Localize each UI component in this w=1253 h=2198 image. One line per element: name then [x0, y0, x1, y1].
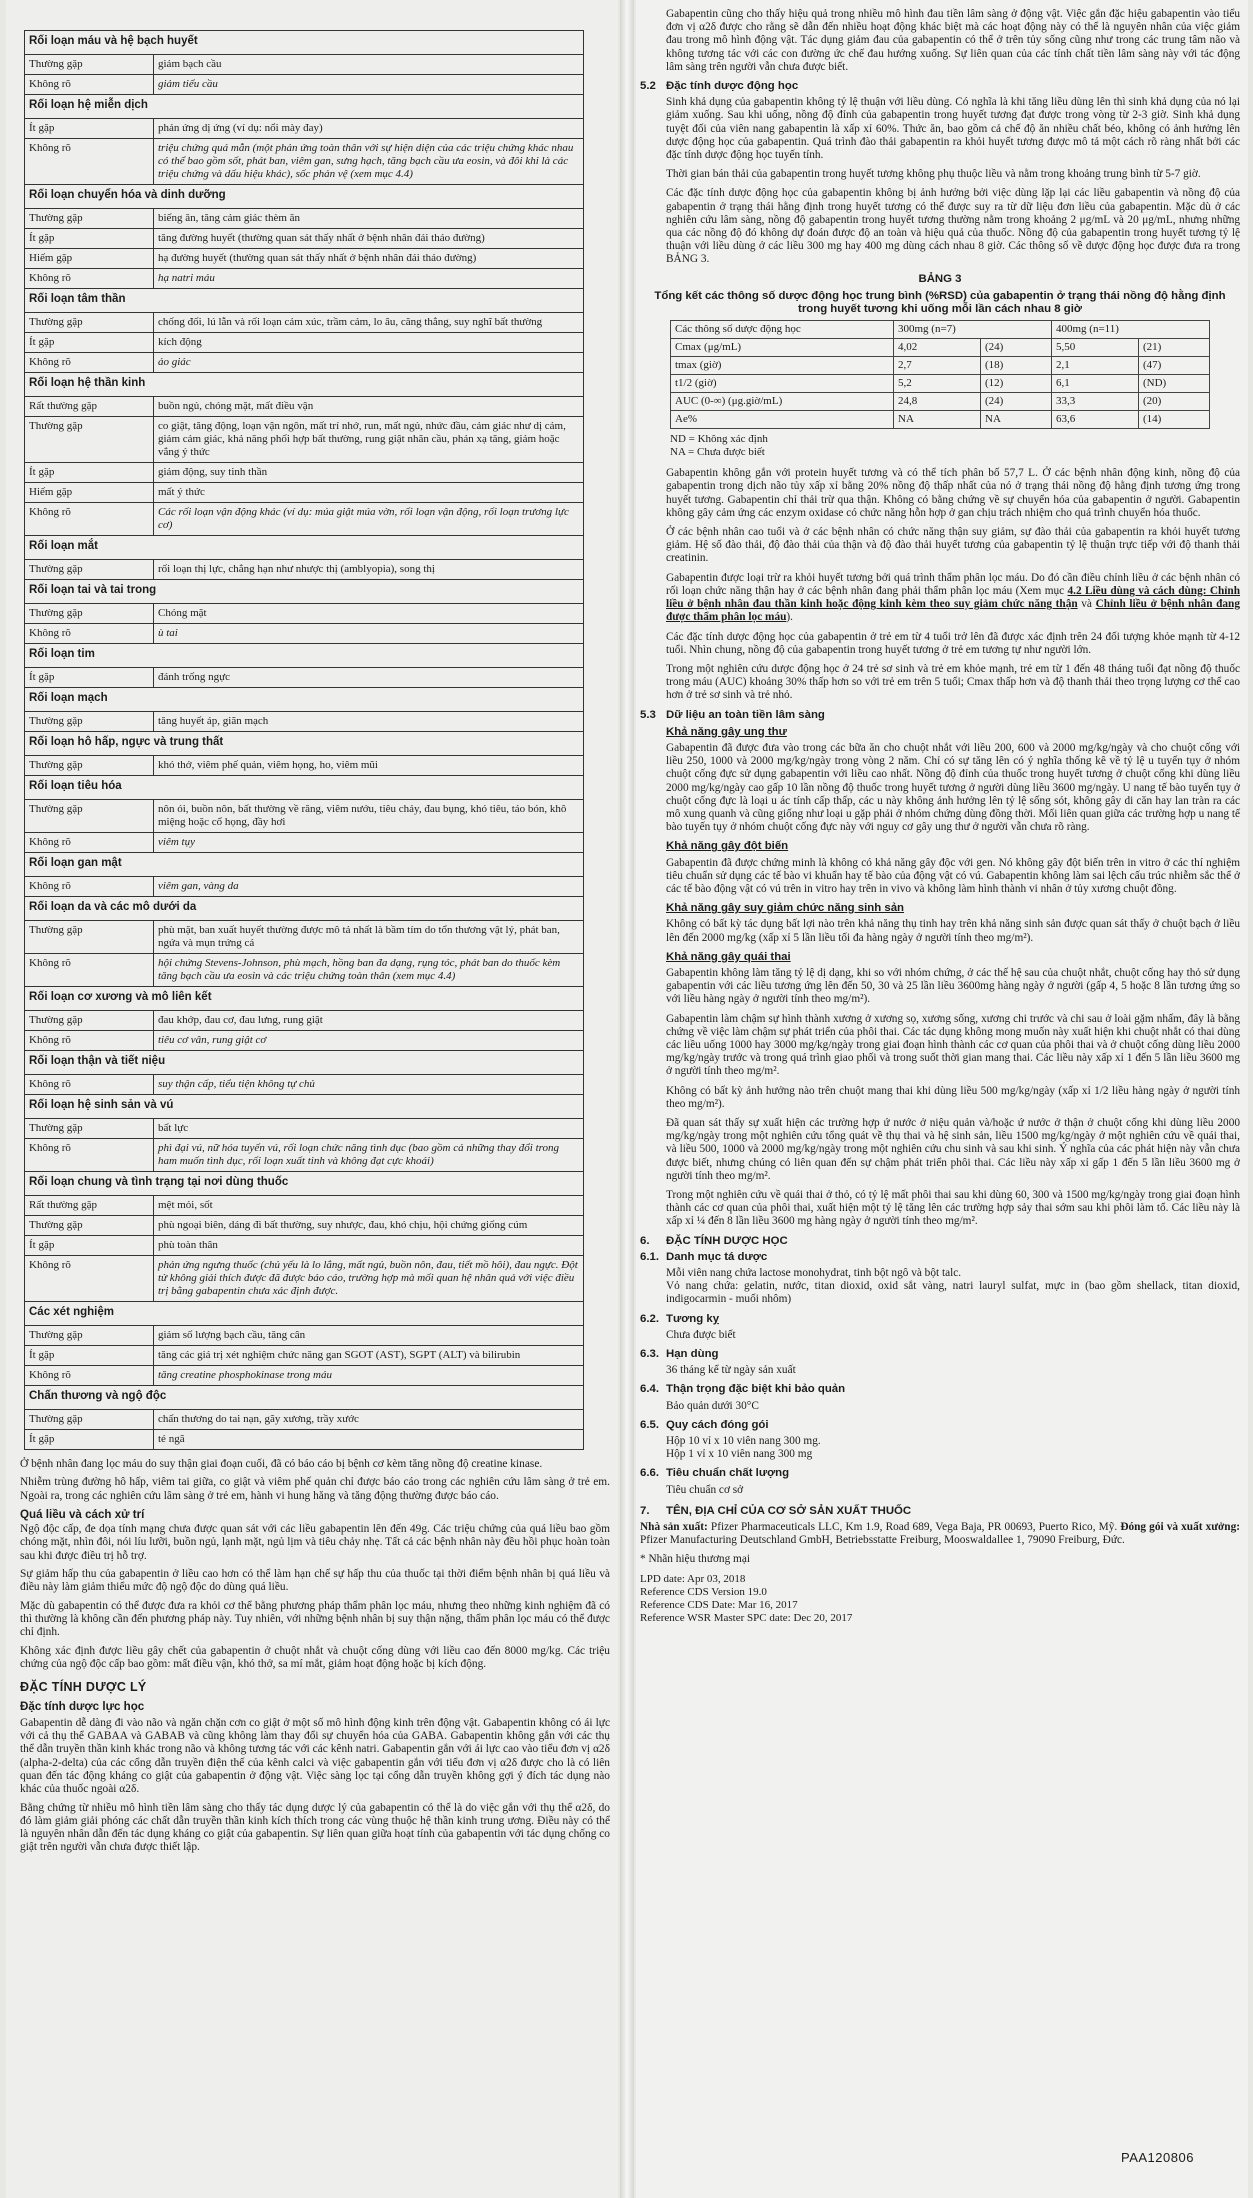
adverse-reactions-table	[24, 30, 584, 1450]
text-line: Mỗi viên nang chứa lactose monohydrat, tinh bột ngô và bột talc.	[666, 1267, 962, 1280]
effect-cell: tăng creatine phosphokinase trong máu	[154, 1366, 584, 1386]
table-cell: NA	[894, 411, 981, 429]
table-row	[25, 604, 584, 624]
text-run: Pfizer Manufacturing Deutschland GmbH, Betriebsstatte Freiburg, Mooswaldallee 1, 79090 Freiburg, Đức.	[640, 1534, 1125, 1547]
effect-cell: giảm bạch cầu	[154, 55, 584, 75]
section-number: 6.3.	[640, 1348, 659, 1361]
table-cell: 5,50	[1052, 339, 1139, 357]
paragraph: Trong một nghiên cứu dược động học ở 24 trẻ sơ sinh và trẻ em khỏe mạnh, trẻ em từ 1 đến 48 tháng tuổi đạt nồng độ thuốc trong máu (AUC) khoảng 30% thấp hơn so với trẻ em trên 5 tuổi; Cmax thấp hơn và độ thanh thải theo trọng lượng cơ thể cao hơn ở trẻ sơ sinh và trẻ nhỏ.	[666, 662, 1240, 702]
frequency-cell: Thường gặp	[25, 55, 154, 75]
meta-line: Reference WSR Master SPC date: Dec 20, 2017	[640, 1611, 853, 1624]
paragraph: Không có bất kỳ ảnh hưởng nào trên chuột mang thai khi dùng liều 500 mg/kg/ngày (xấp xỉ 1/2 liều hàng ngày ở người tính theo mg/m²).	[666, 1084, 1240, 1110]
frequency-cell: Thường gặp	[25, 604, 154, 624]
meta-line: Reference CDS Date: Mar 16, 2017	[640, 1598, 798, 1611]
table-row	[25, 1366, 584, 1386]
section-title: Tiêu chuẩn chất lượng	[666, 1467, 790, 1480]
category-cell: Rối loạn hệ thần kinh	[25, 373, 584, 397]
effect-cell: giảm động, suy tinh thần	[154, 463, 584, 483]
table-cell: tmax (giờ)	[671, 357, 894, 375]
frequency-cell: Thường gặp	[25, 921, 154, 954]
table-row	[25, 397, 584, 417]
paragraph	[666, 572, 1240, 625]
table-row	[25, 800, 584, 833]
frequency-cell: Ít gặp	[25, 1430, 154, 1450]
table-row	[25, 503, 584, 536]
frequency-cell: Thường gặp	[25, 800, 154, 833]
paragraph: Vỏ nang chứa: gelatin, nước, titan dioxid, oxid sắt vàng, natri lauryl sulfat, mực in (bao gồm shellack, titan dioxid, indigocarmin - muối nhôm)	[666, 1280, 1240, 1306]
frequency-cell: Không rõ	[25, 139, 154, 185]
table-cell: 6,1	[1052, 375, 1139, 393]
section-number: 6.1.	[640, 1250, 659, 1263]
effect-cell: mệt mỏi, sốt	[154, 1196, 584, 1216]
paragraph: Tiêu chuẩn cơ sở	[666, 1483, 744, 1496]
subsection-heading: Khả năng gây ung thư	[666, 725, 787, 738]
table-row	[25, 877, 584, 897]
category-row	[25, 644, 584, 668]
table-row	[671, 339, 1210, 357]
table-row	[25, 313, 584, 333]
table-cell: 4,02	[894, 339, 981, 357]
table-row	[25, 75, 584, 95]
label: Đóng gói và xuất xưởng:	[1120, 1521, 1241, 1534]
effect-cell: Các rối loạn vận động khác (ví dụ: múa giật múa vờn, rối loạn vận động, rối loạn trương lực cơ)	[154, 503, 584, 536]
category-cell: Rối loạn tâm thần	[25, 289, 584, 313]
category-row	[25, 732, 584, 756]
effect-cell: tăng các giá trị xét nghiệm chức năng gan SGOT (AST), SGPT (ALT) và bilirubin	[154, 1346, 584, 1366]
category-cell: Rối loạn cơ xương và mô liên kết	[25, 987, 584, 1011]
category-row	[25, 185, 584, 209]
table-row	[25, 119, 584, 139]
category-row	[25, 536, 584, 560]
manufacturer-line	[640, 1521, 1240, 1547]
table-row	[25, 483, 584, 503]
category-row	[25, 95, 584, 119]
table-row	[25, 417, 584, 463]
table-cell: (20)	[1139, 393, 1210, 411]
text-run: và	[1077, 598, 1096, 611]
table-row	[25, 229, 584, 249]
frequency-cell: Không rõ	[25, 269, 154, 289]
section-number: 6.5.	[640, 1418, 659, 1431]
table-row	[25, 209, 584, 229]
category-cell: Rối loạn tim	[25, 644, 584, 668]
effect-cell: hội chứng Stevens-Johnson, phù mạch, hồng ban đa dạng, rụng tóc, phát ban do thuốc kèm tăng bạch cầu ưa eosin và các triệu chứng toàn thân (xem mục 4.4)	[154, 954, 584, 987]
category-cell: Rối loạn tai và tai trong	[25, 580, 584, 604]
paragraph: Mặc dù gabapentin có thể được đưa ra khỏi cơ thể bằng phương pháp thẩm phân lọc máu, nhưng theo những kinh nghiệm đã có thì thường là không cần đến phương pháp này. Tuy nhiên, với những bệnh nhân bị suy thận nặng, thẩm phân lọc máu có thể được chỉ định.	[20, 1599, 610, 1639]
section-5-2	[640, 80, 1240, 93]
section-6-6	[640, 1467, 1240, 1480]
effect-cell: chấn thương do tai nạn, gãy xương, trầy xước	[154, 1410, 584, 1430]
pk-parameters-table	[670, 320, 1210, 429]
table-row	[25, 353, 584, 373]
section-title: Dữ liệu an toàn tiền lâm sàng	[666, 708, 825, 721]
table-cell: (14)	[1139, 411, 1210, 429]
frequency-cell: Thường gặp	[25, 209, 154, 229]
category-cell: Chấn thương và ngộ độc	[25, 1386, 584, 1410]
table-row	[25, 560, 584, 580]
frequency-cell: Không rõ	[25, 954, 154, 987]
section-7	[640, 1505, 1240, 1518]
category-cell: Rối loạn da và các mô dưới da	[25, 897, 584, 921]
paragraph: Các đặc tính dược động học của gabapentin không bị ảnh hưởng bởi việc dùng lặp lại các liều gabapentin và nồng độ của gabapentin ở trạng thái hằng định trong huyết tương có thể được suy ra từ dữ liệu đơn liều của gabapentin. Mặc dù ở các nghiên cứu lâm sàng, nồng độ gabapentin trong huyết tương thường nằm trong khoảng 2 μg/mL và 20 μg/mL, nhưng những qua các nồng độ đó không dự đoán được độ an toàn và hiệu quả của thuốc. Nồng độ của gabapentin trong huyết tương tỷ lệ thuận với liều dùng ở các liều 300 mg hay 400 mg dùng cách nhau 8 giờ. Các thông số về dược động học được đưa ra trong BẢNG 3.	[666, 187, 1240, 266]
category-cell: Rối loạn hệ miễn dịch	[25, 95, 584, 119]
paragraph: Gabapentin không làm tăng tỷ lệ dị dạng, khi so với nhóm chứng, ở các thế hệ sau của chuột nhắt, chuột cống hay thỏ sử dụng gabapentin với các liều tương ứng lên đến 50, 30 và 25 lần liều 3600mg hàng ngày ở người (gấp 4, 5 hoặc 8 lần tương ứng so với liều hàng ngày ở người tính theo mg/m²).	[666, 966, 1240, 1006]
effect-cell: tiêu cơ vân, rung giật cơ	[154, 1031, 584, 1051]
paragraph: Bằng chứng từ nhiều mô hình tiền lâm sàng cho thấy tác dụng dược lý của gabapentin có thể là do việc gắn với thụ thể α2δ, do đó làm giảm giải phóng các chất dẫn truyền thần kinh kích thích trong các vùng thuộc hệ thần kinh trung ương. Điều này có thể là nguyên nhân dẫn đến tác dụng kháng co giật của gabapentin. Sự liên quan giữa hoạt tính của gabapentin với tác dụng chống co giật trên người vẫn chưa được thiết lập.	[20, 1801, 610, 1854]
frequency-cell: Thường gặp	[25, 1410, 154, 1430]
frequency-cell: Thường gặp	[25, 417, 154, 463]
frequency-cell: Ít gặp	[25, 1236, 154, 1256]
table-cell: 2,1	[1052, 357, 1139, 375]
table-row	[25, 139, 584, 185]
subsection-heading: Khả năng gây đột biến	[666, 840, 789, 853]
left-page	[6, 0, 618, 2198]
category-row	[25, 1095, 584, 1119]
frequency-cell: Ít gặp	[25, 668, 154, 688]
table-row	[25, 1216, 584, 1236]
table-header-cell: 400mg (n=11)	[1052, 321, 1210, 339]
category-cell: Rối loạn mắt	[25, 536, 584, 560]
text-run: ).	[786, 611, 793, 624]
section-5-3	[640, 709, 1240, 722]
frequency-cell: Ít gặp	[25, 1346, 154, 1366]
paragraph: Ở bệnh nhân đang lọc máu do suy thận giai đoạn cuối, đã có báo cáo bị bệnh cơ kèm tăng nồng độ creatine kinase.	[20, 1458, 543, 1470]
table-cell: 2,7	[894, 357, 981, 375]
effect-cell: triệu chứng quá mẫn (một phản ứng toàn thân với sự hiện diện của các triệu chứng khác nhau có thể bao gồm sốt, phát ban, viêm gan, sưng hạch, tăng bạch cầu ưa eosin, và đôi khi là các triệu chứng và dấu hiệu khác), sốc phản vệ (xem mục 4.4)	[154, 139, 584, 185]
section-title: Danh mục tá dược	[666, 1250, 768, 1263]
paragraph: Thời gian bán thải của gabapentin trong huyết tương không phụ thuộc liều và nằm trong khoảng trung bình từ 5-7 giờ.	[666, 168, 1201, 181]
effect-cell: buồn ngủ, chóng mặt, mất điều vận	[154, 397, 584, 417]
frequency-cell: Ít gặp	[25, 463, 154, 483]
paragraph: Trong một nghiên cứu về quái thai ở thỏ, có tỷ lệ mất phôi thai sau khi dùng 60, 300 và 1500 mg/kg/ngày trong giai đoạn hình thành các cơ quan của phôi thai, xuất hiện một tỷ lệ tăng lên các trường hợp sảy thai sớm sau khi phôi làm tổ. Các liều này là xấp xỉ ¼ đến 8 lần liều 3600 mg hàng ngày ở người tính theo mg/m².	[666, 1189, 1240, 1228]
meta-line: LPD date: Apr 03, 2018	[640, 1572, 746, 1585]
table-cell: (21)	[1139, 339, 1210, 357]
table-row	[25, 1031, 584, 1051]
effect-cell: biếng ăn, tăng cảm giác thèm ăn	[154, 209, 584, 229]
category-row	[25, 373, 584, 397]
frequency-cell: Không rõ	[25, 353, 154, 373]
table-cell: NA	[981, 411, 1052, 429]
trademark-note: * Nhãn hiệu thương mại	[640, 1553, 750, 1566]
effect-cell: hạ đường huyết (thường quan sát thấy nhất ở bệnh nhân đái tháo đường)	[154, 249, 584, 269]
frequency-cell: Ít gặp	[25, 229, 154, 249]
frequency-cell: Thường gặp	[25, 1011, 154, 1031]
frequency-cell: Ít gặp	[25, 333, 154, 353]
table-row	[25, 1139, 584, 1172]
frequency-cell: Không rõ	[25, 877, 154, 897]
category-cell: Rối loạn chuyển hóa và dinh dưỡng	[25, 185, 584, 209]
category-cell: Rối loạn thận và tiết niệu	[25, 1051, 584, 1075]
category-cell: Rối loạn máu và hệ bạch huyết	[25, 31, 584, 55]
section-number: 6.	[640, 1234, 650, 1247]
section-title: Tương kỵ	[666, 1312, 720, 1325]
table-cell: Ae%	[671, 411, 894, 429]
table-row	[25, 1410, 584, 1430]
paragraph: Gabapentin đã được đưa vào trong các bữa ăn cho chuột nhắt với liều 200, 600 và 2000 mg/kg/ngày và cho chuột cống với liều 250, 1000 và 2000 mg/kg/ngày trong vòng 2 năm. Chỉ có sự tăng lên có ý nghĩa thống kê về tỷ lệ u tuyến tụy ở nhóm chuột cống đực sử dụng gabapentin với liều cao nhất. Nồng độ đỉnh của thuốc trong huyết tương ở chuột cống khi dùng liều 2000 mg/kg/ngày cao gấp 10 lần nồng độ thuốc trong huyết tương ở người dùng liều 3600 mg/ngày. U nang tế bào tuyến tụy ở chuột cống đực là loại u ác tính cấp thấp, các u này không ảnh hưởng lên tỷ lệ sống sót, không gây di căn hay lan tràn ra các mô xung quanh và cũng giống như loại u gặp phải ở nhóm chứng dùng đồng thời. Mối liên quan giữa các trường hợp u nang tế bào tuyến tụy ở nhóm chuột cống đực này với nguy cơ gây ung thư ở người vẫn chưa rõ ràng.	[666, 741, 1240, 834]
effect-cell: co giật, tăng động, loạn vận ngôn, mất trí nhớ, run, mất ngủ, nhức đầu, cảm giác như dị cảm, giảm cảm giác, khả năng phối hợp bất thường, rung giật nhãn cầu, phản xạ tăng, giảm hoặc vắng ý thức	[154, 417, 584, 463]
paragraph: Các đặc tính dược động học của gabapentin ở trẻ em từ 4 tuổi trở lên đã được xác định trên 24 đối tượng khỏe mạnh từ 4-12 tuổi. Nhìn chung, nồng độ của gabapentin trong huyết tương ở trẻ em tương tự như người lớn.	[666, 630, 1240, 656]
table-row	[25, 954, 584, 987]
effect-cell: tăng huyết áp, giãn mạch	[154, 712, 584, 732]
frequency-cell: Không rõ	[25, 1139, 154, 1172]
table-row	[25, 333, 584, 353]
table-row	[25, 55, 584, 75]
frequency-cell: Không rõ	[25, 624, 154, 644]
effect-cell: kích động	[154, 333, 584, 353]
section-6	[640, 1235, 1240, 1248]
effect-cell: chống đối, lú lẫn và rối loạn cảm xúc, trầm cảm, lo âu, căng thẳng, suy nghĩ bất thường	[154, 313, 584, 333]
section-title: TÊN, ĐỊA CHỈ CỦA CƠ SỞ SẢN XUẤT THUỐC	[666, 1504, 912, 1517]
section-number: 5.2	[640, 80, 656, 93]
paragraph: Ngộ độc cấp, đe dọa tính mạng chưa được quan sát với các liều gabapentin lên đến 49g. Các triệu chứng của quá liều bao gồm chóng mặt, nhìn đôi, nói líu lưỡi, buồn ngủ, lạnh mặt, ngủ lịm và tiêu chảy nhẹ. Tất cả các bệnh nhân này đều hồi phục hoàn toàn sau khi được điều trị hỗ trợ.	[20, 1523, 610, 1562]
table-cell: AUC (0-∞) (μg.giờ/mL)	[671, 393, 894, 411]
effect-cell: khó thở, viêm phế quản, viêm họng, ho, viêm mũi	[154, 756, 584, 776]
frequency-cell: Thường gặp	[25, 1326, 154, 1346]
effect-cell: phù mặt, ban xuất huyết thường được mô tả nhất là bầm tím do tổn thương vật lý, phát ban, ngứa và mụn trứng cá	[154, 921, 584, 954]
table-cell: t1/2 (giờ)	[671, 375, 894, 393]
table-row	[25, 249, 584, 269]
table-title: Tổng kết các thông số dược động học trung bình (%RSD) của gabapentin ở trạng thái nồng độ hằng định trong huyết tương khi uống mỗi lần cách nhau 8 giờ	[654, 289, 1226, 316]
category-row	[25, 1302, 584, 1326]
text-run: Pfizer Pharmaceuticals LLC, Km 1.9, Road 689, Vega Baja, PR 00693, Puerto Rico, Mỹ.	[707, 1521, 1118, 1534]
table-cell: (ND)	[1139, 375, 1210, 393]
paragraph: Nhiễm trùng đường hô hấp, viêm tai giữa, co giật và viêm phế quản chỉ được báo cáo trong các nghiên cứu lâm sàng ở trẻ em. Ngoài ra, trong các nghiên cứu lâm sàng ở trẻ em, hành vi hung hăng và tăng động thường được báo cáo.	[20, 1476, 610, 1502]
table-cell: 63,6	[1052, 411, 1139, 429]
section-number: 6.2.	[640, 1312, 659, 1325]
effect-cell: té ngã	[154, 1430, 584, 1450]
category-cell: Rối loạn hệ sinh sản và vú	[25, 1095, 584, 1119]
frequency-cell: Thường gặp	[25, 313, 154, 333]
section-6-3	[640, 1348, 1240, 1361]
effect-cell: phản ứng ngưng thuốc (chủ yếu là lo lắng, mất ngủ, buồn nôn, đau, tiết mồ hôi), đau ngực. Đột tử không giải thích được đã được báo cáo, trường hợp mà mối quan hệ nhân quả với việc điều trị bằng gabapentin chưa xác định được.	[154, 1256, 584, 1302]
effect-cell: giảm số lượng bạch cầu, tăng cân	[154, 1326, 584, 1346]
paragraph: Sự giảm hấp thu của gabapentin ở liều cao hơn có thể làm hạn chế sự hấp thu của thuốc tại thời điểm bệnh nhân bị quá liều và điều này làm giảm thiểu mức độ ngộ độc do dùng quá liều.	[20, 1568, 610, 1594]
table-cell: (12)	[981, 375, 1052, 393]
category-row	[25, 688, 584, 712]
effect-cell: bất lực	[154, 1119, 584, 1139]
effect-cell: hạ natri máu	[154, 269, 584, 289]
section-title: Đặc tính dược động học	[666, 80, 799, 93]
legend-line: ND = Không xác định	[670, 433, 768, 446]
subsection-heading: Khả năng gây quái thai	[666, 950, 791, 963]
cross-reference: Chỉnh liều ở bệnh nhân đang được thẩm phân lọc máu	[666, 598, 1240, 624]
effect-cell: mất ý thức	[154, 483, 584, 503]
paragraph: Hộp 1 vỉ x 10 viên nang 300 mg	[666, 1448, 813, 1461]
frequency-cell: Thường gặp	[25, 756, 154, 776]
table-row	[25, 1236, 584, 1256]
frequency-cell: Không rõ	[25, 75, 154, 95]
effect-cell: phù toàn thân	[154, 1236, 584, 1256]
effect-cell: Chóng mặt	[154, 604, 584, 624]
section-6-2	[640, 1313, 1240, 1326]
overdose-heading: Quá liều và cách xử trí	[20, 1507, 145, 1521]
table-row	[25, 1011, 584, 1031]
paragraph: Ở các bệnh nhân cao tuổi và ở các bệnh nhân có chức năng thận suy giảm, sự đào thải của gabapentin ra khỏi huyết tương giảm. Hệ số đào thải, độ đào thải của thận và độ đào thải huyết tương của gabapentin tỷ lệ thuận trực tiếp với độ thanh thải creatinin.	[666, 526, 1240, 565]
document-code: PAA120806	[1121, 2150, 1194, 2165]
effect-cell: ảo giác	[154, 353, 584, 373]
section-6-5	[640, 1419, 1240, 1432]
paragraph: Gabapentin cũng cho thấy hiệu quả trong nhiều mô hình đau tiền lâm sàng ở động vật. Việc gắn đặc hiệu gabapentin vào tiểu đơn vị α2δ được cho rằng sẽ dẫn đến nhiều hoạt động khác biệt mà các hoạt động này có thể là nguyên nhân của việc giảm đau trong mô hình động vật. Tác dụng giảm đau của gabapentin có thể ở trên tủy sống cũng như trong các trung tâm não và không tương tác với các con đường ức chế đau hướng xuống. Sự liên quan của các tính chất tiền lâm sàng này với tác động lâm sàng trên người vẫn chưa được biết.	[666, 8, 1240, 73]
table-row	[25, 1430, 584, 1450]
table-cell: (24)	[981, 339, 1052, 357]
table-row	[671, 393, 1210, 411]
category-row	[25, 897, 584, 921]
frequency-cell: Thường gặp	[25, 1119, 154, 1139]
page-fold	[620, 0, 634, 2198]
section-title: Hạn dùng	[666, 1348, 719, 1361]
category-row	[25, 580, 584, 604]
table-cell: (24)	[981, 393, 1052, 411]
table-cell: 24,8	[894, 393, 981, 411]
table-row	[25, 269, 584, 289]
section-6-1	[640, 1251, 1240, 1264]
table-label: BẢNG 3	[918, 272, 962, 285]
right-page	[636, 0, 1248, 2198]
category-cell: Rối loạn chung và tình trạng tại nơi dùng thuốc	[25, 1172, 584, 1196]
paragraph: Gabapentin không gắn với protein huyết tương và có thể tích phân bố 57,7 L. Ở các bệnh nhân động kinh, nồng độ của gabapentin trong dịch não tủy xấp xỉ bằng 20% nồng độ thấp nhất của nó ở trạng thái nồng độ hằng định tương ứng trong huyết tương. Gabapentin chỉ thải trừ qua thận. Không có bằng chứng về sự chuyển hóa của gabapentin ở người. Gabapentin không gây cảm ứng các enzym oxidase có chức năng hỗn hợp ở gan chịu trách nhiệm cho quá trình chuyển hóa thuốc.	[666, 467, 1240, 519]
table-cell: (47)	[1139, 357, 1210, 375]
table-cell: Cmax (μg/mL)	[671, 339, 894, 357]
frequency-cell: Không rõ	[25, 1256, 154, 1302]
frequency-cell: Rất thường gặp	[25, 397, 154, 417]
left-page-text	[20, 1458, 610, 1860]
section-title: ĐẶC TÍNH DƯỢC HỌC	[666, 1234, 788, 1247]
frequency-cell: Thường gặp	[25, 1216, 154, 1236]
frequency-cell: Không rõ	[25, 833, 154, 853]
table-row	[25, 712, 584, 732]
frequency-cell: Không rõ	[25, 1075, 154, 1095]
paragraph: Không xác định được liều gây chết của gabapentin ở chuột nhắt và chuột cống dùng với liều cao đến 8000 mg/kg. Các triệu chứng của ngộ độc cấp bao gồm: mất điều vận, khó thở, sa mí mắt, giảm hoạt động hoặc bị kích động.	[20, 1644, 610, 1670]
table-row	[25, 1196, 584, 1216]
category-cell: Rối loạn gan mật	[25, 853, 584, 877]
effect-cell: rối loạn thị lực, chẳng hạn như nhược thị (amblyopia), song thị	[154, 560, 584, 580]
paragraph: Gabapentin dễ dàng đi vào não và ngăn chặn cơn co giật ở một số mô hình động kinh trên động vật. Gabapentin không có ái lực với cả thụ thể GABAA và GABAB và cũng không làm thay đổi sự chuyển hóa của GABA. Gabapentin không gắn với các thụ thể dẫn truyền thần kinh khác trong não và không tương tác với các kênh natri. Gabapentin gắn với ái lực cao vào tiểu đơn vị α2δ (alpha-2-delta) của các cổng dẫn truyền điện thế của kênh calci và việc gabapentin gắn với tiểu đơn vị α2δ được cho là có liên quan đến tác động kháng co giật của gabapentin ở động vật. Việc sàng lọc tại cổng dẫn truyền không gợi ý đích tác dụng nào khác của thuốc ngoài α2δ.	[20, 1716, 610, 1796]
label: Nhà sản xuất:	[640, 1521, 708, 1534]
table-header-row	[671, 321, 1210, 339]
effect-cell: nôn ói, buồn nôn, bất thường về răng, viêm nướu, tiêu chảy, đau bụng, khó tiêu, táo bón, khô miệng hoặc cổ họng, đầy hơi	[154, 800, 584, 833]
category-row	[25, 289, 584, 313]
category-cell: Các xét nghiệm	[25, 1302, 584, 1326]
paragraph: Sinh khả dụng của gabapentin không tỷ lệ thuận với liều dùng. Có nghĩa là khi tăng liều dùng lên thì sinh khả dụng của nó lại giảm xuống. Sau khi uống, nồng độ đỉnh của gabapentin trong huyết tương đạt được trong vòng từ 2-3 giờ. Sinh khả dụng tuyệt đối của viên nang gabapentin là xấp xỉ 60%. Thức ăn, bao gồm cả chế độ ăn nhiều chất béo, không có ảnh hưởng lên dược động học của gabapentin. Quá trình đào thải gabapentin ra khỏi huyết tương được mô tả một cách rõ ràng nhất bởi các đặc tính dược động học tuyến tính.	[666, 96, 1240, 162]
paragraph: Gabapentin làm chậm sự hình thành xương ở xương sọ, xương sống, xương chi trước và chi sau ở loài gặm nhấm, đây là bằng chứng về việc làm chậm sự phát triển của phôi thai. Các tác dụng không mong muốn này xuất hiện khi chuột nhắt có thai dùng các liều uống 1000 hay 3000 mg/kg/ngày trong giai đoạn hình thành các cơ quan của phôi thai và ở chuột cống dùng liều 2000 mg/kg/ngày trước và trong quá trình giao phối và trong suốt thời gian mang thai. Các liều này xấp xỉ 1 đến 5 lần liều 3600 mg ở người tính theo mg/m².	[666, 1012, 1240, 1078]
effect-cell: đau khớp, đau cơ, đau lưng, rung giật	[154, 1011, 584, 1031]
table-row	[25, 463, 584, 483]
category-row	[25, 31, 584, 55]
paragraph: Bảo quản dưới 30°C	[666, 1399, 759, 1412]
section-title: Thận trọng đặc biệt khi bảo quản	[666, 1383, 846, 1396]
effect-cell: phản ứng dị ứng (ví dụ: nổi mày đay)	[154, 119, 584, 139]
effect-cell: tăng đường huyết (thường quan sát thấy nhất ở bệnh nhân đái tháo đường)	[154, 229, 584, 249]
table-legend	[670, 433, 1240, 459]
frequency-cell: Thường gặp	[25, 560, 154, 580]
table-row	[25, 1256, 584, 1302]
meta-line: Reference CDS Version 19.0	[640, 1585, 767, 1598]
document-metadata	[640, 1573, 1240, 1625]
table-row	[25, 668, 584, 688]
effect-cell: giảm tiểu cầu	[154, 75, 584, 95]
category-row	[25, 987, 584, 1011]
subsection-heading: Khả năng gây suy giảm chức năng sinh sản	[666, 902, 905, 915]
paragraph: Không có bất kỳ tác dụng bất lợi nào trên khả năng thụ tinh hay trên khả năng sinh sản được quan sát thấy ở chuột bạch ở liều lên đến 2000 mg/kg (xấp xỉ 5 lần liều tối đa hàng ngày ở người tính theo mg/m²).	[666, 918, 1240, 944]
text-line: Hộp 10 vỉ x 10 viên nang 300 mg.	[666, 1435, 821, 1448]
effect-cell: suy thận cấp, tiểu tiện không tự chủ	[154, 1075, 584, 1095]
frequency-cell: Hiếm gặp	[25, 483, 154, 503]
category-cell: Rối loạn hô hấp, ngực và trung thất	[25, 732, 584, 756]
paragraph: 36 tháng kể từ ngày sản xuất	[666, 1364, 796, 1377]
paragraph: Đã quan sát thấy sự xuất hiện các trường hợp ứ nước ở niệu quản và/hoặc ứ nước ở thận ở chuột cống khi dùng liều 2000 mg/kg/ngày trong một nghiên cứu tổng quát về thụ thai và hệ sinh sản, liều 1500 mg/kg/ngày ở một nghiên cứu về quái thai, và liều 500, 1000 và 2000 mg/kg/ngày trong một nghiên cứu chu sinh và sau khi sinh. Ý nghĩa của các phát hiện này vẫn chưa được biết, nhưng chúng có liên quan đến sự chậm phát triển phôi thai. Các liều này xấp xỉ gấp 1 đến 5 lần liều 3600 mg ở người tính theo mg/m².	[666, 1117, 1240, 1182]
section-title: Quy cách đóng gói	[666, 1418, 769, 1431]
category-row	[25, 1386, 584, 1410]
table-row	[25, 1326, 584, 1346]
table-row	[25, 1075, 584, 1095]
effect-cell: ù tai	[154, 624, 584, 644]
table-header-cell: 300mg (n=7)	[894, 321, 1052, 339]
effect-cell: phì đại vú, nữ hóa tuyến vú, rối loạn chức năng tình dục (bao gồm cả những thay đổi trong ham muốn tình dục, rối loạn xuất tinh và không đạt cực khoái)	[154, 1139, 584, 1172]
category-row	[25, 1172, 584, 1196]
table-row	[671, 357, 1210, 375]
paragraph: Gabapentin đã được chứng minh là không có khả năng gây độc với gen. Nó không gây đột biến trên in vitro ở các thí nghiệm tiêu chuẩn sử dụng các tế bào vi khuẩn hay tế bào của động vật có vú. Gabapentin không làm sai lệch cấu trúc nhiễm sắc thể ở các tế bào động vật có vú trên in vitro hay trên in vivo và không làm hình thành vi nhân ở tủy xương chuột đồng.	[666, 856, 1240, 895]
effect-cell: đánh trống ngực	[154, 668, 584, 688]
paragraph: Chưa được biết	[666, 1328, 736, 1341]
table-cell: (18)	[981, 357, 1052, 375]
legend-line: NA = Chưa được biết	[670, 446, 765, 459]
frequency-cell: Hiếm gặp	[25, 249, 154, 269]
table-header-cell: Các thông số dược động học	[671, 321, 894, 339]
section-6-4	[640, 1383, 1240, 1396]
table-row	[25, 624, 584, 644]
frequency-cell: Không rõ	[25, 1366, 154, 1386]
table-cell: 5,2	[894, 375, 981, 393]
pharmacology-heading: ĐẶC TÍNH DƯỢC LÝ	[20, 1680, 147, 1695]
table-row	[25, 921, 584, 954]
effect-cell: phù ngoại biên, dáng đi bất thường, suy nhược, đau, khó chịu, hội chứng giống cúm	[154, 1216, 584, 1236]
frequency-cell: Rất thường gặp	[25, 1196, 154, 1216]
table-row	[25, 756, 584, 776]
frequency-cell: Ít gặp	[25, 119, 154, 139]
section-number: 6.6.	[640, 1467, 659, 1480]
effect-cell: viêm gan, vàng da	[154, 877, 584, 897]
category-cell: Rối loạn tiêu hóa	[25, 776, 584, 800]
pharmacodynamics-heading: Đặc tính dược lực học	[20, 1700, 145, 1714]
section-number: 6.4.	[640, 1383, 659, 1396]
section-number: 7.	[640, 1504, 650, 1517]
section-number: 5.3	[640, 708, 656, 721]
effect-cell: viêm tụy	[154, 833, 584, 853]
cross-reference: 4.2 Liều dùng và cách dùng: Chỉnh liều ở bệnh nhân đau thần kinh hoặc động kinh kèm theo suy giảm chức năng thận	[666, 584, 1240, 611]
table-cell: 33,3	[1052, 393, 1139, 411]
table-row	[671, 375, 1210, 393]
category-row	[25, 1051, 584, 1075]
table-row	[25, 1119, 584, 1139]
text-run: Gabapentin được loại trừ ra khỏi huyết tương bởi quá trình thẩm phân lọc máu. Do đó cần điều chỉnh liều ở các bệnh nhân có rối loạn chức năng thận hay ở các bệnh nhân đang phải thẩm phân lọc máu (Xem mục	[666, 571, 1240, 597]
table-row	[25, 833, 584, 853]
table-row	[25, 1346, 584, 1366]
category-row	[25, 853, 584, 877]
frequency-cell: Không rõ	[25, 1031, 154, 1051]
frequency-cell: Thường gặp	[25, 712, 154, 732]
category-cell: Rối loạn mạch	[25, 688, 584, 712]
frequency-cell: Không rõ	[25, 503, 154, 536]
right-page-text	[640, 8, 1240, 1625]
category-row	[25, 776, 584, 800]
table-row	[671, 411, 1210, 429]
